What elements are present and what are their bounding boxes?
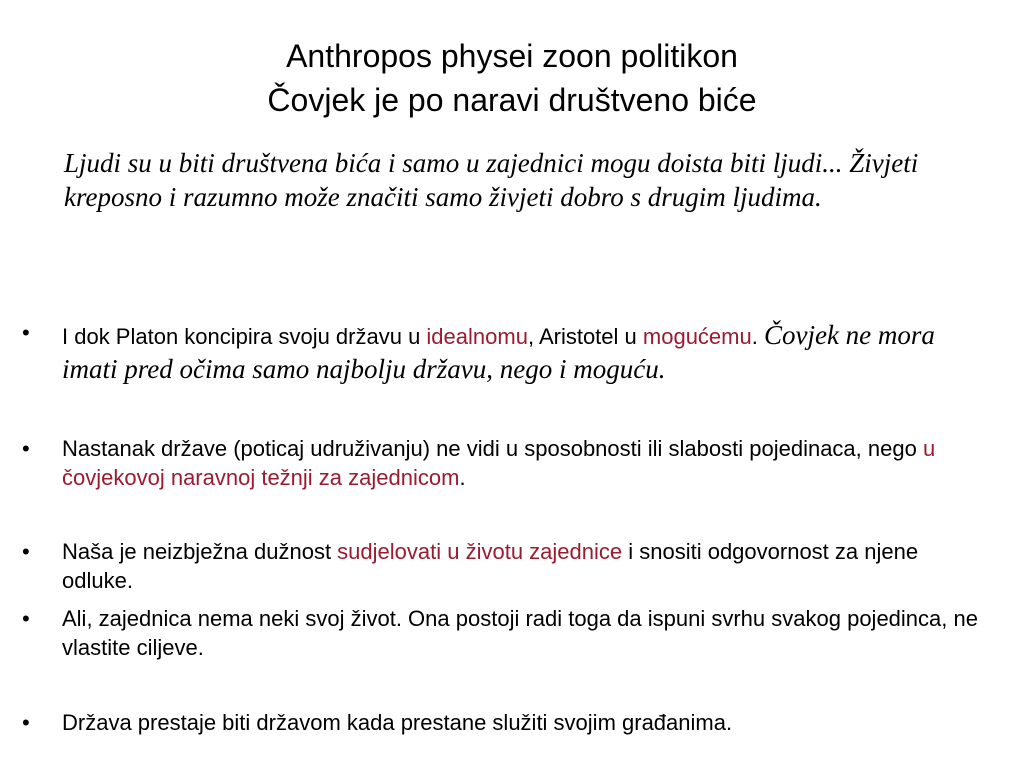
bullet-text: Država prestaje biti državom kada prestane služiti svojim građanima.: [62, 710, 733, 735]
bullet-marker: •: [22, 606, 30, 631]
bullet-item: [22, 604, 982, 662]
title-line-2: Čovjek je po naravi društveno biće: [267, 82, 757, 118]
bullet-text: I dok Platon koncipira svoju državu u: [62, 324, 427, 349]
bullet-item: [22, 318, 982, 386]
bullet-marker: •: [22, 539, 30, 564]
italic-text: Čovjek ne mora imati pred očima samo najbolju državu, nego i moguću.: [62, 320, 935, 384]
quote-paragraph: Ljudi su u biti društvena bića i samo u zajednici mogu doista biti ljudi... Živjeti kreposno i razumno može značiti samo živjeti dobro s drugim ljudima.: [64, 148, 919, 212]
bullet-item: [22, 434, 982, 492]
bullet-item: [22, 537, 982, 595]
bullet-marker: •: [22, 710, 30, 735]
bullet-item: [22, 708, 982, 737]
bullet-text: Nastanak države (poticaj udruživanju) ne vidi u sposobnosti ili slabosti pojedinaca, nego: [62, 436, 923, 461]
bullet-text: .: [459, 465, 466, 490]
highlight-text: idealnomu: [426, 324, 528, 349]
bullet-text: Ali, zajednica nema neki svoj život. Ona postoji radi toga da ispuni svrhu svakog pojedinca, ne vlastite ciljeve.: [62, 606, 978, 660]
bullet-text: , Aristotel u: [527, 324, 643, 349]
highlight-text: sudjelovati u životu zajednice: [337, 539, 623, 564]
bullet-text: i snositi odgovornost za njene odluke.: [62, 539, 919, 593]
bullet-text: Naša je neizbježna dužnost: [62, 539, 338, 564]
highlight-text: u čovjekovoj naravnoj težnji za zajednicom: [62, 436, 936, 490]
bullet-marker: •: [22, 436, 30, 461]
bullet-marker: •: [22, 320, 30, 345]
title-line-1: Anthropos physei zoon politikon: [286, 38, 738, 74]
bullet-text: .: [751, 324, 764, 349]
highlight-text: mogućemu: [642, 324, 752, 349]
slide-title: [0, 34, 1024, 122]
